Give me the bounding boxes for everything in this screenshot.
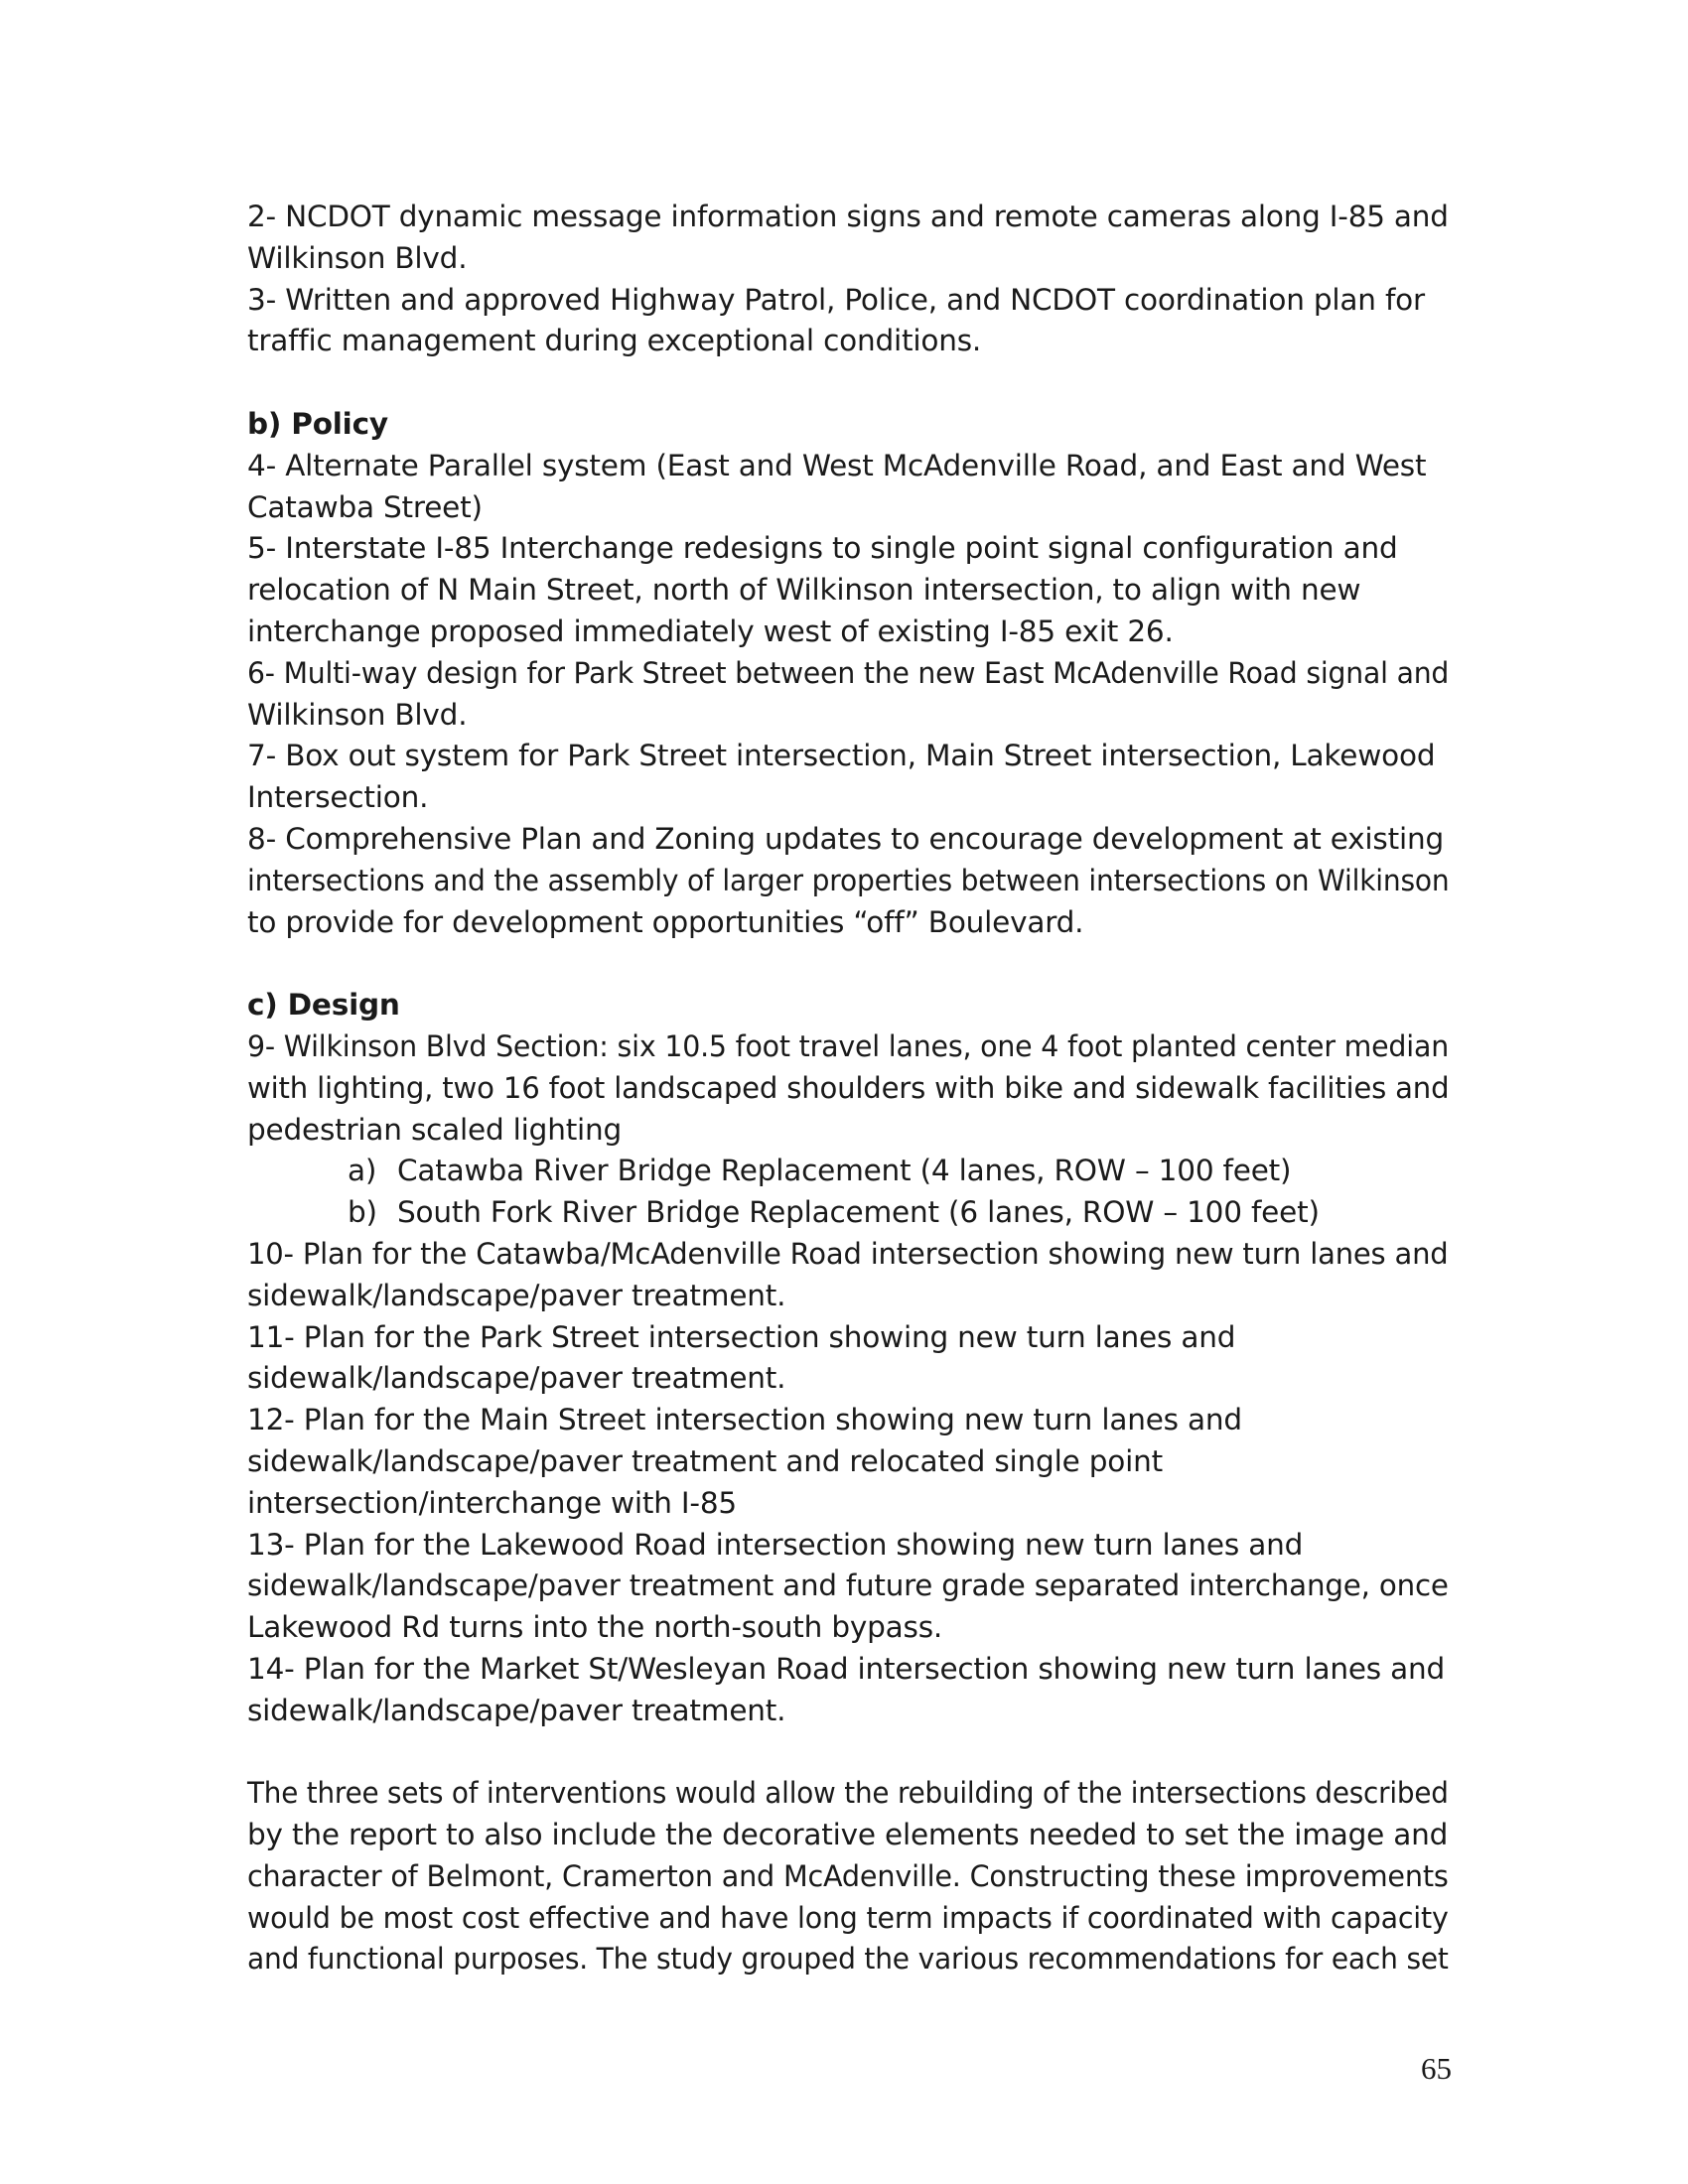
paragraph-gap (247, 1731, 1449, 1773)
text-line: Wilkinson Blvd. (247, 240, 468, 275)
intro-block (247, 197, 1449, 362)
text-line: intersections and the assembly of larger properties between intersections on Wilkinson (247, 863, 1450, 897)
document-page (247, 197, 1449, 1980)
text-line: The three sets of interventions would allow the rebuilding of the intersections described (247, 1776, 1449, 1811)
text-line: with lighting, two 16 foot landscaped shoulders with bike and sidewalk facilities and (247, 1070, 1450, 1105)
text-line: 6- Multi-way design for Park Street between the new East McAdenville Road signal and (247, 655, 1450, 690)
text-line: relocation of N Main Street, north of Wilkinson intersection, to align with new (247, 573, 1361, 608)
paragraph-gap (247, 943, 1449, 985)
sub-list-item (247, 1192, 1449, 1234)
text-line: interchange proposed immediately west of existing I-85 exit 26. (247, 614, 1174, 648)
text-line: Lakewood Rd turns into the north-south bypass. (247, 1610, 943, 1645)
text-line: Wilkinson Blvd. (247, 697, 468, 732)
text-line: 7- Box out system for Park Street intersection, Main Street intersection, Lakewood (247, 739, 1436, 773)
sub-list-marker: b) (348, 1195, 377, 1230)
sub-list-item (247, 1151, 1449, 1192)
text-line: character of Belmont, Cramerton and McAdenville. Constructing these improvements (247, 1858, 1449, 1893)
text-line: sidewalk/landscape/paver treatment. (247, 1278, 786, 1312)
text-line: 4- Alternate Parallel system (East and West McAdenville Road, and East and West (247, 448, 1427, 482)
text-line: Intersection. (247, 780, 429, 815)
text-line: 8- Comprehensive Plan and Zoning updates to encourage development at existing (247, 821, 1444, 856)
page-number: 65 (1421, 2051, 1452, 2086)
text-line: by the report to also include the decorative elements needed to set the image and (247, 1818, 1449, 1852)
text-line: 2- NCDOT dynamic message information signs and remote cameras along I-85 and (247, 200, 1449, 233)
policy-heading: b) Policy (247, 406, 388, 441)
closing-paragraph (247, 1773, 1449, 1980)
text-line: 14- Plan for the Market St/Wesleyan Road intersection showing new turn lanes and (247, 1651, 1446, 1686)
design-section (247, 985, 1449, 1731)
text-line: 11- Plan for the Park Street intersection showing new turn lanes and (247, 1319, 1236, 1354)
text-line: sidewalk/landscape/paver treatment and future grade separated interchange, once (247, 1569, 1449, 1603)
sub-list-text: South Fork River Bridge Replacement (6 lanes, ROW – 100 feet) (397, 1195, 1320, 1230)
text-line: sidewalk/landscape/paver treatment. (247, 1361, 786, 1396)
text-line: Catawba Street) (247, 489, 483, 524)
design-heading: c) Design (247, 988, 400, 1023)
text-line: intersection/interchange with I-85 (247, 1485, 738, 1520)
text-line: sidewalk/landscape/paver treatment. (247, 1693, 786, 1727)
text-line: 13- Plan for the Lakewood Road intersection showing new turn lanes and (247, 1527, 1304, 1562)
text-line: 12- Plan for the Main Street intersection showing new turn lanes and (247, 1403, 1242, 1437)
text-line: 5- Interstate I-85 Interchange redesigns to single point signal configuration and (247, 531, 1398, 566)
policy-section (247, 404, 1449, 943)
text-line: 9- Wilkinson Blvd Section: six 10.5 foot travel lanes, one 4 foot planted center median (247, 1028, 1450, 1063)
sub-list-marker: a) (348, 1154, 377, 1188)
paragraph-gap (247, 362, 1449, 404)
text-line: sidewalk/landscape/paver treatment and relocated single point (247, 1443, 1163, 1478)
text-line: 3- Written and approved Highway Patrol, Police, and NCDOT coordination plan for (247, 282, 1425, 317)
text-line: to provide for development opportunities “off” Boulevard. (247, 904, 1084, 939)
text-line: and functional purposes. The study grouped the various recommendations for each set (247, 1942, 1449, 1977)
text-line: 10- Plan for the Catawba/McAdenville Road intersection showing new turn lanes and (247, 1236, 1449, 1271)
sub-list-text: Catawba River Bridge Replacement (4 lanes, ROW – 100 feet) (397, 1154, 1292, 1188)
text-line: pedestrian scaled lighting (247, 1112, 623, 1147)
text-line: would be most cost effective and have long term impacts if coordinated with capacity (247, 1900, 1449, 1935)
text-line: traffic management during exceptional conditions. (247, 324, 982, 358)
